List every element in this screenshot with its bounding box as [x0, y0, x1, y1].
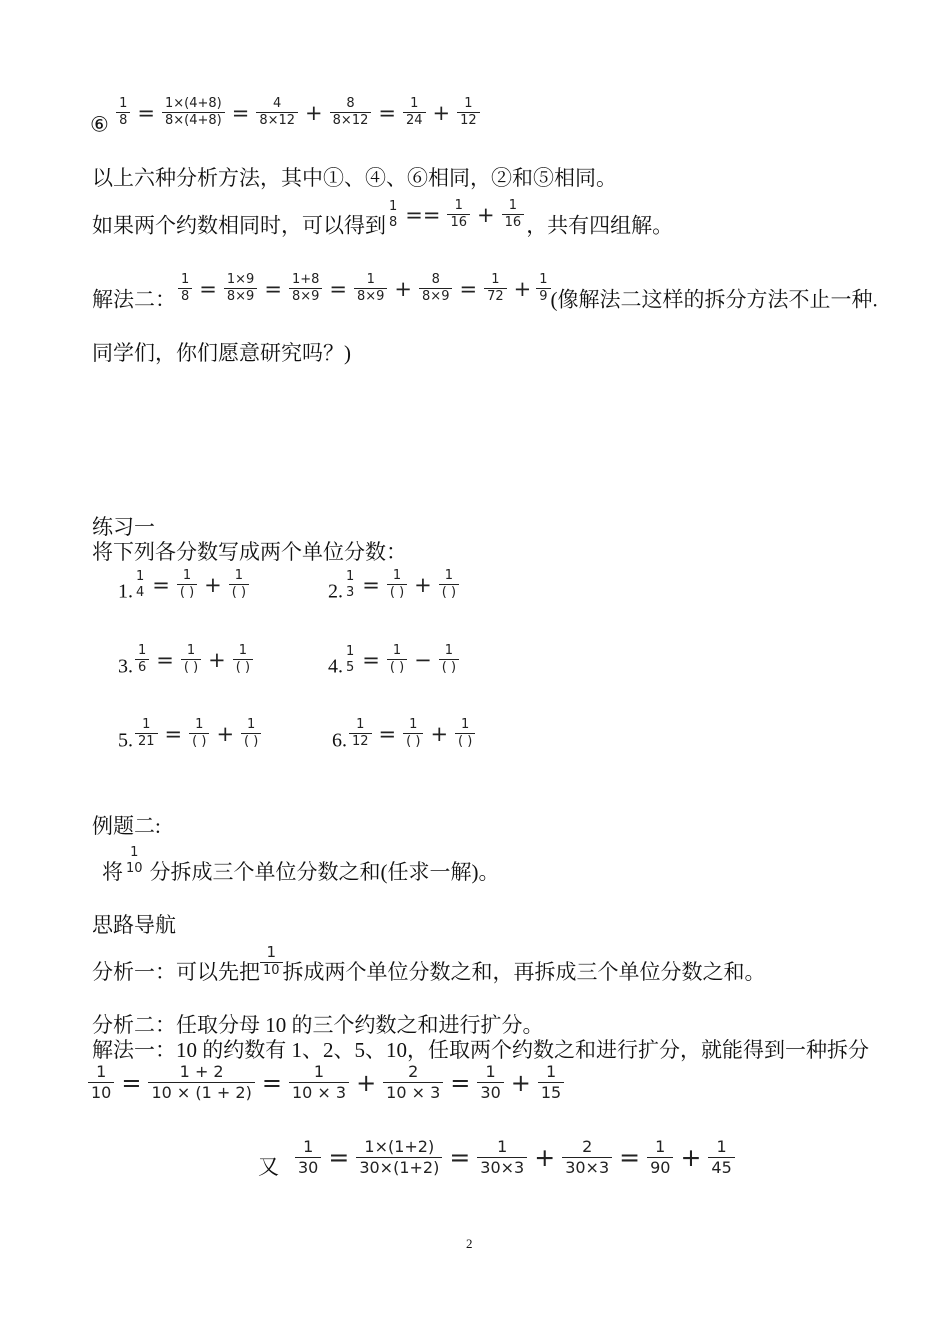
- fraction: 1 9: [536, 272, 550, 306]
- example-title: 例题二:: [92, 814, 161, 838]
- practice-item-math: 1 6 = 1 ( ) + 1 ( ): [133, 643, 255, 677]
- fraction: 8 8×12: [330, 96, 372, 130]
- fraction: 1 ( ): [181, 643, 201, 677]
- paragraph-same-divisors: [92, 198, 673, 239]
- practice-item-math: 1 5 = 1 ( ) − 1 ( ): [343, 643, 461, 677]
- practice-item-2: [328, 568, 461, 605]
- item-number: 2.: [328, 580, 343, 603]
- item-number: 1.: [118, 580, 133, 603]
- fraction: 1 8×9: [354, 272, 387, 306]
- analysis-one: [92, 943, 766, 985]
- paragraph-text: 将: [102, 860, 123, 885]
- fraction: 1 8: [116, 96, 130, 130]
- item-number: 6.: [332, 729, 347, 752]
- fraction: 1 90: [647, 1137, 673, 1178]
- fraction: 1 16: [502, 198, 525, 232]
- fraction: 1×(1+2) 30×(1+2): [356, 1137, 442, 1178]
- analysis-one-math: [260, 943, 283, 979]
- fraction: 1 ( ): [455, 717, 475, 751]
- solution-two: [92, 272, 878, 313]
- paragraph-invite-study: 同学们，你们愿意研究吗？): [92, 341, 351, 365]
- fraction: 1 12: [349, 717, 372, 751]
- fraction: 1 3: [346, 568, 355, 600]
- fraction: 1 10: [88, 1062, 114, 1103]
- fraction: 1 72: [484, 272, 507, 306]
- solution-two-label: 解法二：: [92, 287, 176, 312]
- fraction: 1 30×3: [477, 1137, 527, 1178]
- fraction: 1×9 8×9: [224, 272, 257, 306]
- practice-instruction: 将下列各分数写成两个单位分数：: [92, 540, 407, 564]
- fraction: 1 ( ): [189, 717, 209, 751]
- solution-two-math: 1 8 = 1×9 8×9 = 1+8 8×9 = 1 8×9 + 8 8×9 = 1 72 + 1 9: [176, 272, 551, 306]
- fraction: 1+8 8×9: [289, 272, 322, 306]
- practice-item-math: 1 3 = 1 ( ) + 1 ( ): [343, 568, 461, 602]
- practice-item-5: [118, 717, 263, 754]
- equation-a: [86, 1062, 566, 1103]
- analysis-two: 分析二：任取分母 10 的三个约数之和进行扩分。: [92, 1013, 544, 1037]
- item-number: 4.: [328, 655, 343, 678]
- fraction: 1 ( ): [387, 643, 407, 677]
- same-divisors-math: 1 8 == 1 16 + 1 16: [386, 198, 526, 232]
- fraction: 1 ( ): [403, 717, 423, 751]
- example-task-math: [123, 845, 150, 878]
- circled-six-marker: ⑥: [90, 112, 109, 137]
- fraction: 1 + 2 10 × (1 + 2): [148, 1062, 254, 1103]
- fraction: 1 45: [708, 1137, 734, 1178]
- fraction: 1 10 × 3: [289, 1062, 349, 1103]
- solution-one: 解法一：10 的约数有 1、2、5、10，任取两个约数之和进行扩分，就能得到一种拆分: [92, 1038, 869, 1062]
- paragraph-text: 分析一：可以先把: [92, 959, 260, 984]
- fraction: 1 16: [447, 198, 470, 232]
- fraction: 1 ( ): [241, 717, 261, 751]
- practice-item-3: [118, 643, 255, 680]
- fraction: 1 6: [135, 643, 149, 677]
- fraction: 1 30: [477, 1062, 503, 1103]
- fraction: 1 8: [178, 272, 192, 306]
- paragraph-text: 如果两个约数相同时，可以得到: [92, 213, 386, 238]
- fraction: 1 15: [538, 1062, 564, 1103]
- item-number: 3.: [118, 655, 133, 678]
- fraction: 1 ( ): [387, 568, 407, 602]
- thinking-guide: 思路导航: [92, 913, 176, 937]
- fraction: 1 ( ): [233, 643, 253, 677]
- practice-item-1: [118, 568, 251, 605]
- paragraph-methods-same: 以上六种分析方法，其中①、④、⑥相同，②和⑤相同。: [92, 166, 617, 190]
- fraction: 1 8: [389, 198, 398, 230]
- fraction: 1 ( ): [439, 643, 459, 677]
- fraction: 1 12: [457, 96, 480, 130]
- fraction: 1 10: [126, 845, 143, 877]
- paragraph-text: 拆成两个单位分数之和，再拆成三个单位分数之和。: [282, 959, 766, 984]
- fraction: 2 10 × 3: [383, 1062, 443, 1103]
- equation-b: [258, 1137, 737, 1180]
- fraction: 1×(4+8) 8×(4+8): [162, 96, 225, 130]
- example-task: [102, 845, 500, 885]
- paragraph-text: 分拆成三个单位分数之和(任求一解)。: [149, 860, 500, 885]
- practice-title: 练习一: [92, 515, 155, 539]
- fraction: 1 ( ): [439, 568, 459, 602]
- equation-six: [90, 96, 482, 138]
- practice-item-math: 1 21 = 1 ( ) + 1 ( ): [133, 717, 263, 751]
- fraction: 1 5: [346, 643, 355, 675]
- also-label: 又: [258, 1155, 279, 1180]
- practice-item-4: [328, 643, 461, 680]
- equation-b-math: 1 30 = 1×(1+2) 30×(1+2) = 1 30×3 + 2 30×3 = 1 90 + 1 45: [293, 1137, 737, 1178]
- paragraph-text: ，共有四组解。: [526, 213, 674, 238]
- fraction: 2 30×3: [562, 1137, 612, 1178]
- equation-a-math: 1 10 = 1 + 2 10 × (1 + 2) = 1 10 × 3 + 2 10 × 3 = 1 30 + 1 15: [86, 1062, 566, 1103]
- fraction: 1 21: [135, 717, 158, 751]
- practice-item-math: 1 12 = 1 ( ) + 1 ( ): [347, 717, 477, 751]
- item-number: 5.: [118, 729, 133, 752]
- fraction: 1 ( ): [177, 568, 197, 602]
- fraction: 1 10: [260, 943, 283, 979]
- practice-item-math: 1 4 = 1 ( ) + 1 ( ): [133, 568, 251, 602]
- fraction: 8 8×9: [419, 272, 452, 306]
- paragraph-text: (像解法二这样的拆分方法不止一种.: [550, 287, 878, 312]
- fraction: 1 ( ): [229, 568, 249, 602]
- practice-item-6: [332, 717, 477, 754]
- fraction: 1 24: [403, 96, 426, 130]
- fraction: 1 30: [295, 1137, 321, 1178]
- fraction: 1 4: [136, 568, 145, 600]
- equation-six-math: 1 8 = 1×(4+8) 8×(4+8) = 4 8×12 + 8 8×12 = 1 24 + 1 12: [114, 96, 482, 130]
- fraction: 4 8×12: [256, 96, 298, 130]
- page-number: 2: [466, 1236, 473, 1251]
